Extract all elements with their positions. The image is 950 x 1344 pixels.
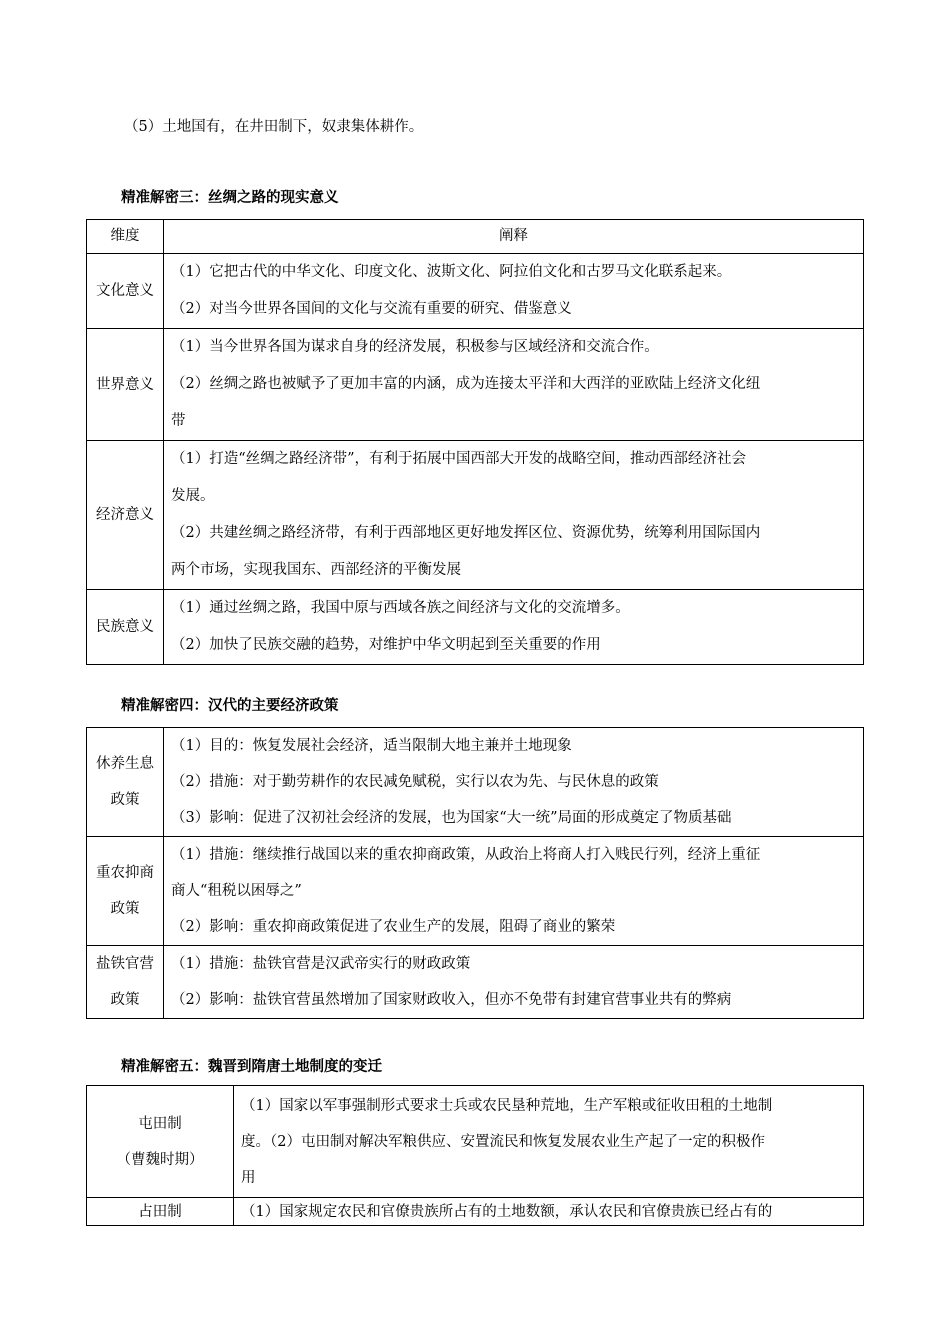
table-row <box>87 946 864 1019</box>
table-row <box>87 590 864 665</box>
table-row <box>87 1198 864 1226</box>
row-content <box>164 946 864 1019</box>
label-line: 占田制 <box>138 1203 182 1220</box>
row-label <box>87 728 164 837</box>
row-label: 世界意义 <box>87 329 164 441</box>
label-line: 盐铁官营 <box>96 956 154 972</box>
table-row <box>87 837 864 946</box>
table-row <box>87 441 864 590</box>
table-header-row <box>87 220 864 254</box>
content-line: （2）共建丝绸之路经济带，有利于西部地区更好地发挥区位、资源优势，统筹利用国际国内 <box>171 525 761 541</box>
row-label <box>87 1198 234 1226</box>
content-line: （1）目的：恢复发展社会经济，适当限制大地主兼并土地现象 <box>171 738 572 754</box>
row-content <box>164 441 864 590</box>
content-line: （1）措施：盐铁官营是汉武帝实行的财政政策 <box>171 956 471 972</box>
content-line: 度。（2）屯田制对解决军粮供应、安置流民和恢复发展农业生产起了一定的积极作 <box>241 1133 765 1150</box>
table-row <box>87 1086 864 1198</box>
section5-heading: 精准解密五：魏晋到隋唐土地制度的变迁 <box>121 1058 382 1075</box>
label-line: 政策 <box>110 901 140 917</box>
content-line: （1）通过丝绸之路，我国中原与西域各族之间经济与文化的交流增多。 <box>171 600 630 616</box>
content-line: 两个市场，实现我国东、西部经济的平衡发展 <box>171 562 461 578</box>
content-line: （1）国家规定农民和官僚贵族所占有的土地数额，承认农民和官僚贵族已经占有的 <box>241 1203 773 1220</box>
row-content <box>164 254 864 329</box>
intro-paragraph: （5）土地国有，在井田制下，奴隶集体耕作。 <box>124 119 424 135</box>
content-line: （2）对当今世界各国间的文化与交流有重要的研究、借鉴意义 <box>171 301 572 317</box>
row-label <box>87 1086 234 1198</box>
row-label: 文化意义 <box>87 254 164 329</box>
label-line: 政策 <box>110 792 140 808</box>
content-line: 商人“租税以困辱之” <box>171 883 302 899</box>
section3-heading: 精准解密三：丝绸之路的现实意义 <box>121 189 339 206</box>
content-line: 发展。 <box>171 488 215 504</box>
row-label <box>87 837 164 946</box>
label-line: 重农抑商 <box>96 865 154 881</box>
row-label: 经济意义 <box>87 441 164 590</box>
row-label <box>87 946 164 1019</box>
content-line: 用 <box>241 1169 256 1186</box>
table-row <box>87 254 864 329</box>
row-content <box>164 728 864 837</box>
content-line: （2）加快了民族交融的趋势，对维护中华文明起到至关重要的作用 <box>171 637 601 653</box>
table-row <box>87 329 864 441</box>
row-content <box>164 329 864 441</box>
table-row <box>87 728 864 837</box>
land-system-table <box>86 1085 864 1226</box>
row-content <box>234 1086 864 1198</box>
row-content <box>164 837 864 946</box>
content-line: （2）措施：对于勤劳耕作的农民减免赋税，实行以农为先、与民休息的政策 <box>171 774 659 790</box>
row-content <box>234 1198 864 1226</box>
content-line: （2）丝绸之路也被赋予了更加丰富的内涵，成为连接太平洋和大西洋的亚欧陆上经济文化纽 <box>171 376 761 392</box>
content-line: （1）打造“丝绸之路经济带”，有利于拓展中国西部大开发的战略空间，推动西部经济社会 <box>171 451 747 467</box>
content-line: （2）影响：盐铁官营虽然增加了国家财政收入，但亦不免带有封建官营事业共有的弊病 <box>171 992 732 1008</box>
row-content <box>164 590 864 665</box>
han-economic-policy-table <box>86 727 864 1019</box>
header-dimension: 维度 <box>87 220 164 254</box>
section4-heading: 精准解密四：汉代的主要经济政策 <box>121 697 339 714</box>
row-label: 民族意义 <box>87 590 164 665</box>
label-line: 政策 <box>110 992 140 1008</box>
label-line: （曹魏时期） <box>116 1151 204 1168</box>
label-line: 屯田制 <box>138 1115 182 1132</box>
content-line: 带 <box>171 413 186 429</box>
silk-road-table <box>86 219 864 665</box>
content-line: （3）影响：促进了汉初社会经济的发展，也为国家“大一统”局面的形成奠定了物质基础 <box>171 810 732 826</box>
header-explanation: 阐释 <box>164 220 864 254</box>
label-line: 休养生息 <box>96 756 154 772</box>
content-line: （1）措施：继续推行战国以来的重农抑商政策，从政治上将商人打入贱民行列，经济上重征 <box>171 847 761 863</box>
content-line: （1）它把古代的中华文化、印度文化、波斯文化、阿拉伯文化和古罗马文化联系起来。 <box>171 264 732 280</box>
content-line: （2）影响：重农抑商政策促进了农业生产的发展，阻碍了商业的繁荣 <box>171 919 616 935</box>
content-line: （1）国家以军事强制形式要求士兵或农民垦种荒地，生产军粮或征收田租的土地制 <box>241 1097 773 1114</box>
content-line: （1）当今世界各国为谋求自身的经济发展，积极参与区域经济和交流合作。 <box>171 339 659 355</box>
